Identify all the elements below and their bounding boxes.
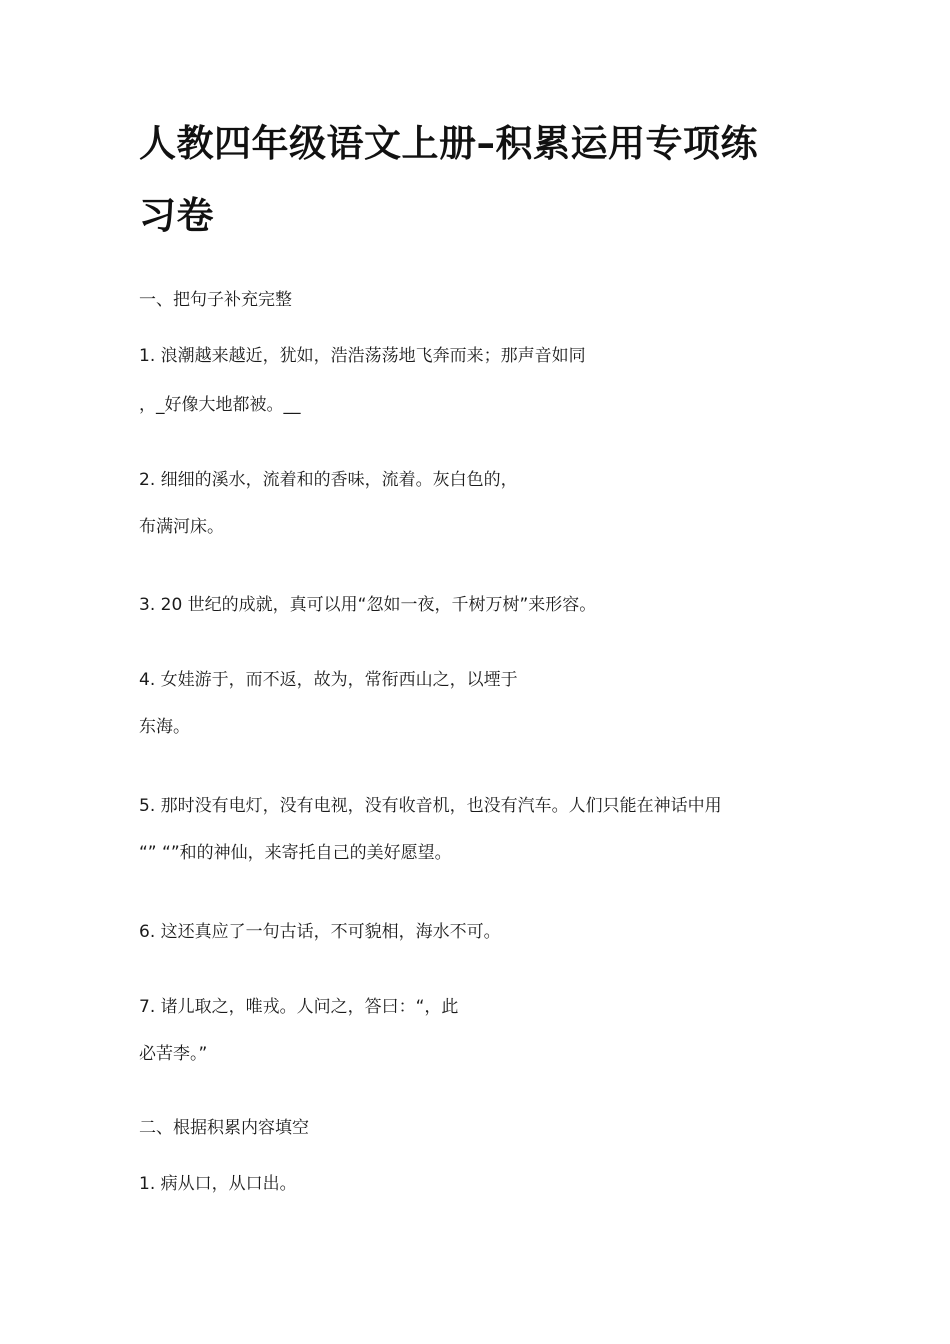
question-4-line-1: 4. 女娃游于，而不返，故为，常衔西山之，以堙于: [139, 670, 518, 690]
section2-question-1-line-1: 1. 病从口，从口出。: [139, 1174, 297, 1194]
question-2-line-2: 布满河床。: [139, 517, 224, 537]
question-7-line-2: 必苦李。”: [139, 1044, 208, 1064]
title-line-1: 人教四年级语文上册–积累运用专项练: [139, 122, 758, 165]
section-heading-1: 一、把句子补充完整: [139, 290, 292, 310]
question-1-line-2: ，_好像大地都被。__: [139, 395, 301, 415]
question-3-line-1: 3. 20 世纪的成就，真可以用“忽如一夜，千树万树”来形容。: [139, 595, 597, 615]
question-7-line-1: 7. 诸儿取之，唯戎。人问之，答曰：“，此: [139, 997, 459, 1017]
title-line-2: 习卷: [139, 194, 214, 237]
question-5-line-1: 5. 那时没有电灯，没有电视，没有收音机，也没有汽车。人们只能在神话中用: [139, 796, 722, 816]
question-1-line-1: 1. 浪潮越来越近，犹如，浩浩荡荡地飞奔而来；那声音如同: [139, 346, 586, 366]
question-6-line-1: 6. 这还真应了一句古话，不可貌相，海水不可。: [139, 922, 501, 942]
question-4-line-2: 东海。: [139, 717, 190, 737]
document-title: [139, 108, 819, 252]
question-2-line-1: 2. 细细的溪水，流着和的香味，流着。灰白色的，: [139, 470, 518, 490]
section-heading-2: 二、根据积累内容填空: [139, 1118, 309, 1138]
question-5-line-2: “” “”和的神仙，来寄托自己的美好愿望。: [139, 843, 452, 863]
